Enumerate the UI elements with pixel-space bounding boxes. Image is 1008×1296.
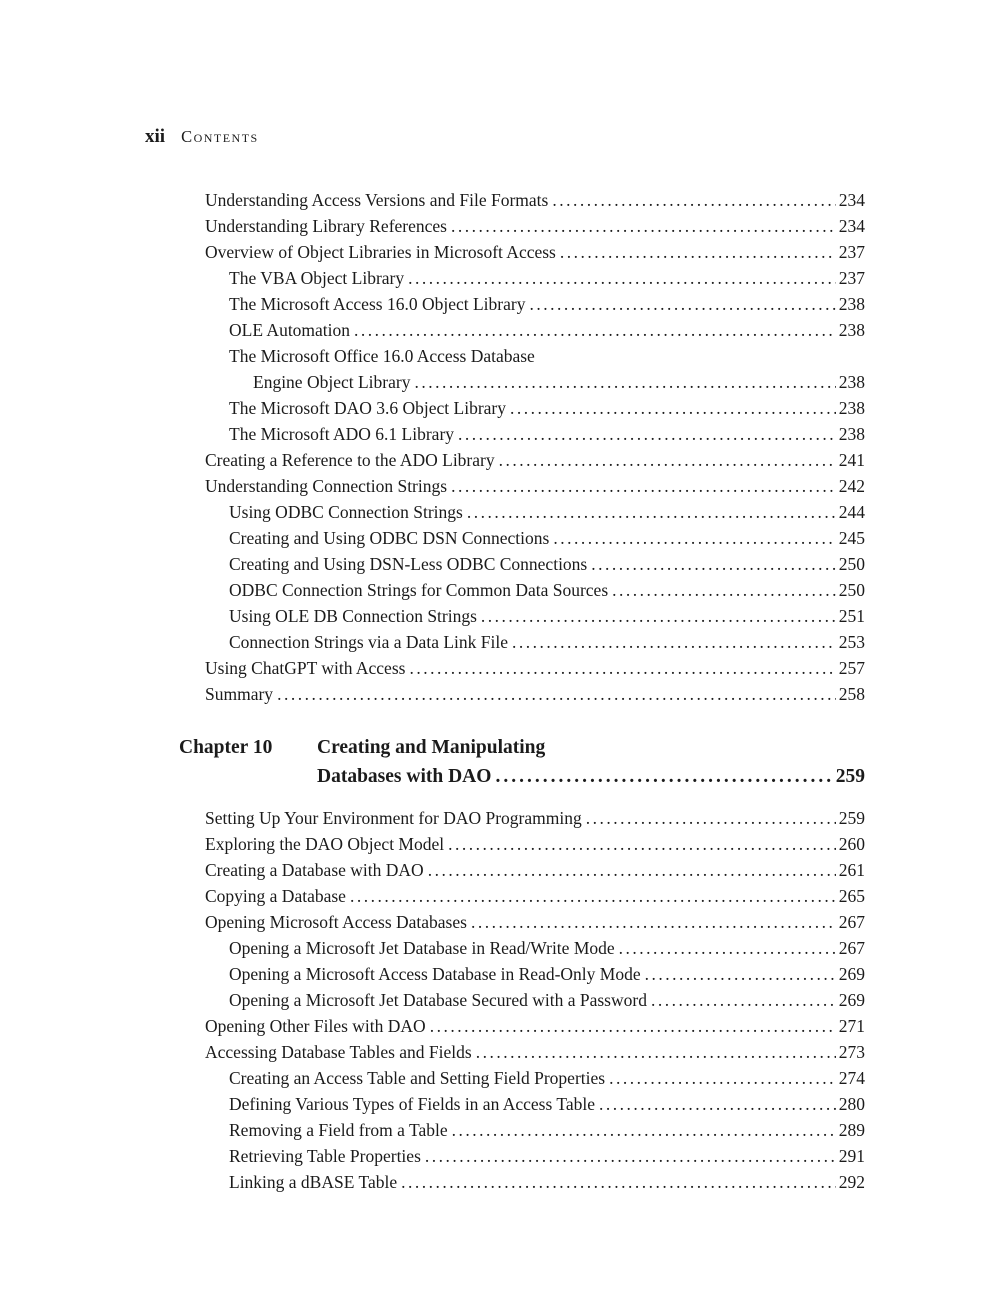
entry-title: Creating and Using DSN-Less ODBC Connections — [229, 554, 588, 574]
entry-page-number: 237 — [838, 242, 865, 262]
dot-leader — [499, 447, 836, 473]
chapter-page-number: 259 — [835, 766, 865, 787]
chapter-number-label: Chapter 10 — [179, 737, 273, 758]
entry-page-number: 271 — [838, 1016, 865, 1036]
entry-page-number: 280 — [838, 1094, 865, 1114]
entry-title: Opening a Microsoft Jet Database in Read/Write Mode — [229, 938, 615, 958]
chapter-heading-line — [179, 762, 865, 791]
entry-title: Opening Other Files with DAO — [205, 1016, 426, 1036]
entry-title: Copying a Database — [205, 886, 346, 906]
entry-title: Linking a dBASE Table — [229, 1172, 398, 1192]
dot-leader — [401, 1169, 836, 1195]
dot-leader — [354, 317, 836, 343]
toc-entry — [205, 909, 865, 935]
dot-leader — [414, 369, 835, 395]
entry-title: Opening Microsoft Access Databases — [205, 912, 467, 932]
dot-leader — [560, 239, 836, 265]
entry-page-number: 269 — [838, 964, 865, 984]
dot-leader — [452, 1117, 836, 1143]
entry-page-number: 242 — [838, 476, 865, 496]
dot-leader — [586, 805, 836, 831]
dot-leader — [612, 577, 836, 603]
toc-entry — [205, 655, 865, 681]
toc-entry — [205, 831, 865, 857]
entry-title: Understanding Access Versions and File Formats — [205, 190, 549, 210]
entry-page-number: 238 — [838, 398, 865, 418]
toc-entry — [205, 1117, 865, 1143]
entry-title: Creating a Reference to the ADO Library — [205, 450, 495, 470]
toc-entry — [205, 395, 865, 421]
toc-entry — [205, 265, 865, 291]
entry-page-number: 238 — [838, 320, 865, 340]
dot-leader — [451, 473, 836, 499]
chapter-title-line2: Databases with DAO — [317, 766, 492, 787]
dot-leader — [277, 681, 836, 707]
toc-entry — [205, 473, 865, 499]
toc-entry — [205, 935, 865, 961]
toc-entry — [205, 805, 865, 831]
toc-list — [179, 187, 865, 1195]
entry-page-number: 245 — [838, 528, 865, 548]
entry-title: Using OLE DB Connection Strings — [229, 606, 477, 626]
toc-entry — [205, 343, 865, 369]
dot-leader — [458, 421, 836, 447]
toc-entry — [205, 239, 865, 265]
entry-page-number: 238 — [838, 424, 865, 444]
toc-entry — [205, 213, 865, 239]
dot-leader — [350, 883, 836, 909]
entry-page-number: 250 — [838, 580, 865, 600]
entry-page-number: 292 — [838, 1172, 865, 1192]
entry-page-number: 258 — [838, 684, 865, 704]
toc-entry — [205, 603, 865, 629]
entry-page-number: 237 — [838, 268, 865, 288]
entry-title: Retrieving Table Properties — [229, 1146, 421, 1166]
toc-entry — [205, 317, 865, 343]
dot-leader — [599, 1091, 836, 1117]
toc-entry — [205, 525, 865, 551]
dot-leader — [495, 762, 832, 791]
entry-title: ODBC Connection Strings for Common Data Sources — [229, 580, 609, 600]
entry-title: Using ChatGPT with Access — [205, 658, 406, 678]
chapter-heading — [179, 733, 865, 791]
entry-page-number: 289 — [838, 1120, 865, 1140]
entry-page-number: 257 — [838, 658, 865, 678]
entry-page-number: 274 — [838, 1068, 865, 1088]
entry-page-number: 244 — [838, 502, 865, 522]
toc-entry — [205, 1091, 865, 1117]
entry-title: Engine Object Library — [253, 372, 411, 392]
entry-title: Understanding Connection Strings — [205, 476, 448, 496]
entry-title: The VBA Object Library — [229, 268, 405, 288]
entry-title: The Microsoft DAO 3.6 Object Library — [229, 398, 507, 418]
running-head-title: Contents — [181, 127, 259, 146]
entry-page-number: 234 — [838, 216, 865, 236]
entry-page-number: 253 — [838, 632, 865, 652]
toc-entry — [205, 883, 865, 909]
entry-page-number: 269 — [838, 990, 865, 1010]
dot-leader — [408, 265, 836, 291]
entry-page-number: 273 — [838, 1042, 865, 1062]
dot-leader — [428, 857, 836, 883]
entry-title: The Microsoft Office 16.0 Access Database — [229, 346, 535, 366]
dot-leader — [553, 525, 835, 551]
dot-leader — [619, 935, 836, 961]
toc-entry — [205, 857, 865, 883]
chapter-title-line1: Creating and Manipulating — [317, 737, 546, 758]
chapter-heading-line — [179, 733, 865, 762]
entry-page-number: 261 — [838, 860, 865, 880]
dot-leader — [451, 213, 836, 239]
toc-entry — [205, 681, 865, 707]
entry-page-number: 265 — [838, 886, 865, 906]
entry-title: Creating and Using ODBC DSN Connections — [229, 528, 550, 548]
toc-entry — [205, 1169, 865, 1195]
entry-page-number: 291 — [838, 1146, 865, 1166]
entry-page-number: 250 — [838, 554, 865, 574]
toc-entry — [205, 1065, 865, 1091]
entry-title: Opening a Microsoft Access Database in Read-Only Mode — [229, 964, 641, 984]
entry-title: OLE Automation — [229, 320, 351, 340]
entry-page-number: 267 — [838, 938, 865, 958]
dot-leader — [510, 395, 836, 421]
dot-leader — [425, 1143, 836, 1169]
toc-entry — [205, 1143, 865, 1169]
dot-leader — [609, 1065, 836, 1091]
toc-entry — [205, 291, 865, 317]
toc-entry — [205, 1039, 865, 1065]
entry-title: Accessing Database Tables and Fields — [205, 1042, 472, 1062]
entry-title: Connection Strings via a Data Link File — [229, 632, 508, 652]
entry-page-number: 241 — [838, 450, 865, 470]
dot-leader — [512, 629, 836, 655]
entry-title: Defining Various Types of Fields in an Access Table — [229, 1094, 595, 1114]
dot-leader — [448, 831, 836, 857]
toc-entry — [205, 447, 865, 473]
entry-title: The Microsoft ADO 6.1 Library — [229, 424, 455, 444]
toc-entry — [205, 961, 865, 987]
entry-page-number: 259 — [838, 808, 865, 828]
dot-leader — [645, 961, 836, 987]
entry-title: Exploring the DAO Object Model — [205, 834, 445, 854]
entry-title: Creating a Database with DAO — [205, 860, 424, 880]
toc-entry — [205, 369, 865, 395]
toc-entry — [205, 577, 865, 603]
entry-page-number: 267 — [838, 912, 865, 932]
entry-page-number: 251 — [838, 606, 865, 626]
toc-entry — [205, 551, 865, 577]
toc-entry — [205, 629, 865, 655]
dot-leader — [651, 987, 836, 1013]
dot-leader — [529, 291, 835, 317]
entry-page-number: 260 — [838, 834, 865, 854]
folio-page-number: xii — [145, 126, 166, 147]
dot-leader — [409, 655, 835, 681]
entry-title: Summary — [205, 684, 274, 704]
entry-title: Creating an Access Table and Setting Field Properties — [229, 1068, 606, 1088]
entry-title: Overview of Object Libraries in Microsoft Access — [205, 242, 556, 262]
dot-leader — [481, 603, 836, 629]
dot-leader — [430, 1013, 836, 1039]
entry-title: Setting Up Your Environment for DAO Programming — [205, 808, 582, 828]
toc-entry — [205, 1013, 865, 1039]
toc-entry — [205, 499, 865, 525]
entry-page-number: 234 — [838, 190, 865, 210]
entry-title: Understanding Library References — [205, 216, 447, 236]
entry-title: Using ODBC Connection Strings — [229, 502, 463, 522]
entry-title: The Microsoft Access 16.0 Object Library — [229, 294, 526, 314]
page-header — [145, 126, 259, 148]
toc-entry — [205, 187, 865, 213]
dot-leader — [552, 187, 835, 213]
dot-leader — [467, 499, 836, 525]
toc-entry — [205, 987, 865, 1013]
dot-leader — [591, 551, 836, 577]
entry-page-number: 238 — [838, 294, 865, 314]
entry-title: Opening a Microsoft Jet Database Secured with a Password — [229, 990, 647, 1010]
entry-title: Removing a Field from a Table — [229, 1120, 448, 1140]
dot-leader — [476, 1039, 836, 1065]
toc-entry — [205, 421, 865, 447]
entry-page-number: 238 — [838, 372, 865, 392]
dot-leader — [471, 909, 836, 935]
